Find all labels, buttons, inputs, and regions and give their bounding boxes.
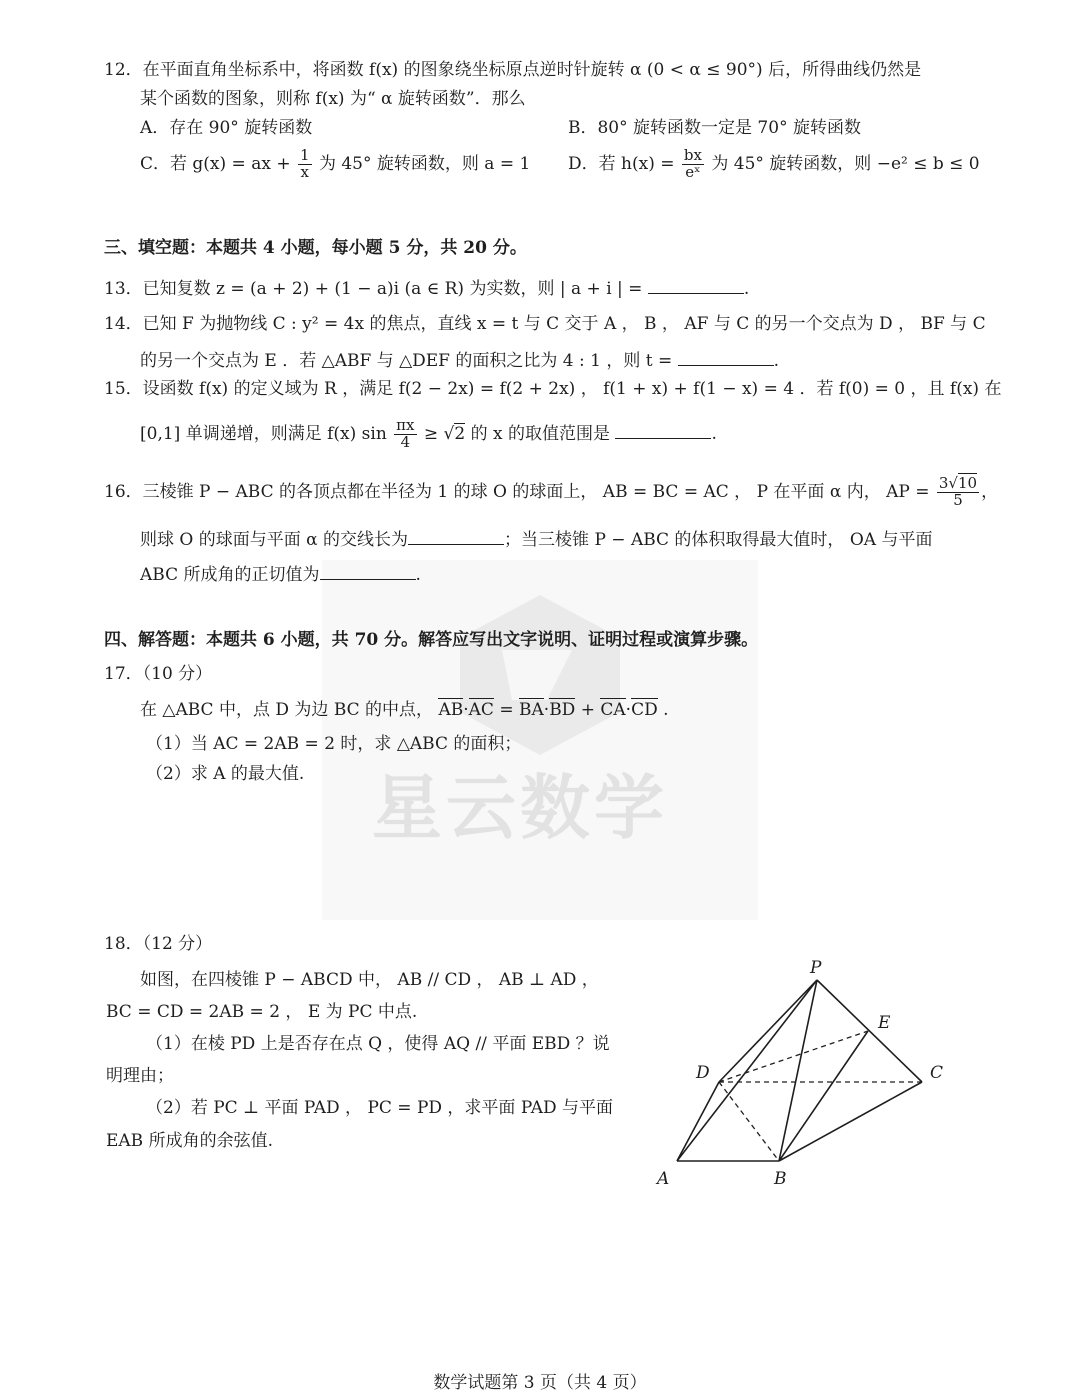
q17-part1: （1）当 AC = 2AB = 2 时，求 △ABC 的面积； xyxy=(146,734,522,754)
q18-line5: （2）若 PC ⊥ 平面 PAD ， PC = PD ，求平面 PAD 与平面 xyxy=(146,1098,614,1118)
q17-vector-ca: CA xyxy=(600,700,626,720)
q17-end: . xyxy=(663,700,669,720)
q17-plus: + xyxy=(580,700,595,720)
q16-line1 xyxy=(104,476,998,509)
q12-option-c xyxy=(140,148,530,181)
q16-line3 xyxy=(140,565,421,584)
q15-fraction xyxy=(394,418,416,451)
q18-line6: EAB 所成角的余弦值. xyxy=(106,1131,273,1151)
q17-stem xyxy=(140,702,669,719)
q12-option-c-fraction xyxy=(298,148,312,181)
vertex-label-D: D xyxy=(696,1063,710,1083)
q15-line2-post: 的 x 的取值范围是 xyxy=(470,423,611,444)
q17-part2: （2）求 A 的最大值. xyxy=(146,764,305,784)
edge-PC xyxy=(817,980,922,1082)
q15-line2 xyxy=(140,418,717,451)
q13-text: 13．已知复数 z = (a + 2) + (1 − a)i (a ∈ R) 为实数，则 | a + i | = xyxy=(104,279,643,299)
q16-frac-den: 5 xyxy=(953,490,963,509)
edge-BC xyxy=(779,1082,922,1161)
edge-AD xyxy=(677,1082,719,1161)
q15-radicand: 2 xyxy=(454,423,466,444)
q17-vector-ba: BA xyxy=(519,700,544,720)
q15-ineq: ≥ √ xyxy=(423,423,455,444)
q14-line2 xyxy=(140,351,779,370)
hidden-edge-DE xyxy=(719,1031,868,1082)
q17-stem-pre: 在 △ABC 中，点 D 为边 BC 的中点， xyxy=(140,700,434,720)
q14-line1: 14．已知 F 为抛物线 C : y² = 4x 的焦点，直线 x = t 与 C 交于 A ， B ， AF 与 C 的另一个交点为 D ， BF 与 C xyxy=(104,314,986,334)
q17-vector-ab: AB xyxy=(438,700,464,720)
q12-option-d-num: bx xyxy=(683,146,702,164)
q18-line2: BC = CD = 2AB = 2 ， E 为 PC 中点. xyxy=(106,1002,418,1022)
q16-line1-pre: 16．三棱锥 P − ABC 的各顶点都在半径为 1 的球 O 的球面上， AB = BC = AC ， P 在平面 α 内， AP = xyxy=(104,481,930,502)
q12-option-a: A．存在 90° 旋转函数 xyxy=(140,118,313,138)
q16-line3-pre: ABC 所成角的正切值为 xyxy=(140,565,320,585)
q16-end: . xyxy=(415,565,421,585)
q18-number: 18．（12 分） xyxy=(104,934,213,954)
q16-line2 xyxy=(140,530,932,549)
q17-eq: = xyxy=(499,700,514,720)
q18-line4: 明理由； xyxy=(106,1066,174,1086)
q15-frac-den: 4 xyxy=(400,432,411,451)
q18-line1: 如图，在四棱锥 P − ABCD 中， AB // CD ， AB ⊥ AD ， xyxy=(140,970,599,990)
q16-line2-pre: 则球 O 的球面与平面 α 的交线长为 xyxy=(140,530,409,550)
q17-number: 17．（10 分） xyxy=(104,664,213,684)
q16-frac-num-radicand: 10 xyxy=(958,474,978,492)
q16-frac-num-pre: 3√ xyxy=(938,474,958,492)
q17-vector-cd: CD xyxy=(631,700,658,720)
q12-option-c-post: 为 45° 旋转函数，则 a = 1 xyxy=(318,153,531,174)
q16-answer-blank-1[interactable] xyxy=(408,530,504,545)
q12-option-d-fraction xyxy=(682,148,704,181)
edge-PD xyxy=(719,980,817,1082)
section4-heading: 四、解答题：本题共 6 小题，共 70 分。解答应写出文字说明、证明过程或演算步骤。 xyxy=(104,630,759,650)
q12-option-c-num: 1 xyxy=(299,146,310,164)
q12-option-d-den: eˣ xyxy=(685,162,701,181)
vertex-label-P: P xyxy=(810,958,822,978)
vertex-label-C: C xyxy=(930,1063,944,1083)
q12-option-b: B．80° 旋转函数一定是 70° 旋转函数 xyxy=(568,118,861,138)
page-footer: 数学试题第 3 页（共 4 页） xyxy=(433,1373,647,1393)
q15-answer-blank[interactable] xyxy=(615,424,711,439)
q13 xyxy=(104,279,749,298)
q15-line2-pre: [0,1] 单调递增，则满足 f(x) sin xyxy=(140,423,387,444)
pyramid-figure xyxy=(655,950,955,1190)
q13-end: . xyxy=(743,279,750,299)
q12-option-d-pre: D．若 h(x) = xyxy=(568,153,675,174)
q12-option-c-pre: C．若 g(x) = ax + xyxy=(140,153,291,174)
q17-vector-ac: AC xyxy=(468,700,494,720)
q17-vector-bd: BD xyxy=(549,700,576,720)
vertex-label-E: E xyxy=(878,1013,891,1033)
q12-option-d-post: 为 45° 旋转函数，则 −e² ≤ b ≤ 0 xyxy=(711,153,980,174)
q12-line1: 12．在平面直角坐标系中，将函数 f(x) 的图象绕坐标原点逆时针旋转 α (0 < α ≤ 90°) 后，所得曲线仍然是 xyxy=(104,60,922,80)
q15-line1: 15．设函数 f(x) 的定义域为 R ，满足 f(2 − 2x) = f(2 + 2x) ， f(1 + x) + f(1 − x) = 4 ．若 f(0) = 0 ，且 f(x) 在 xyxy=(104,379,1002,399)
q15-end: . xyxy=(711,423,717,444)
q16-fraction xyxy=(937,476,979,509)
vertex-label-B: B xyxy=(774,1169,787,1189)
q14-line2-text: 的另一个交点为 E ．若 △ABF 与 △DEF 的面积之比为 4 : 1 ，则 t = xyxy=(140,351,673,371)
section3-heading: 三、填空题：本题共 4 小题，每小题 5 分，共 20 分。 xyxy=(104,238,527,258)
q17-dot: · xyxy=(543,700,550,720)
q17-dot: · xyxy=(463,700,469,720)
q12-line2: 某个函数的图象，则称 f(x) 为“ α 旋转函数”．那么 xyxy=(140,89,526,109)
q17-dot: · xyxy=(625,700,632,720)
q13-answer-blank[interactable] xyxy=(648,279,744,294)
q14-answer-blank[interactable] xyxy=(678,351,774,366)
q16-line1-end: ， xyxy=(981,481,999,502)
watermark-text: 星云数学 xyxy=(372,767,668,849)
q14-end: . xyxy=(773,351,780,371)
q15-frac-num: πx xyxy=(396,416,415,434)
q16-line2-post: ；当三棱锥 P − ABC 的体积取得最大值时， OA 与平面 xyxy=(504,530,933,550)
vertex-label-A: A xyxy=(657,1169,670,1189)
q12-option-c-den: x xyxy=(300,162,309,181)
q18-line3: （1）在棱 PD 上是否存在点 Q ，使得 AQ // 平面 EBD ？说 xyxy=(146,1034,610,1054)
q12-option-d xyxy=(568,148,980,181)
q16-answer-blank-2[interactable] xyxy=(320,565,416,580)
